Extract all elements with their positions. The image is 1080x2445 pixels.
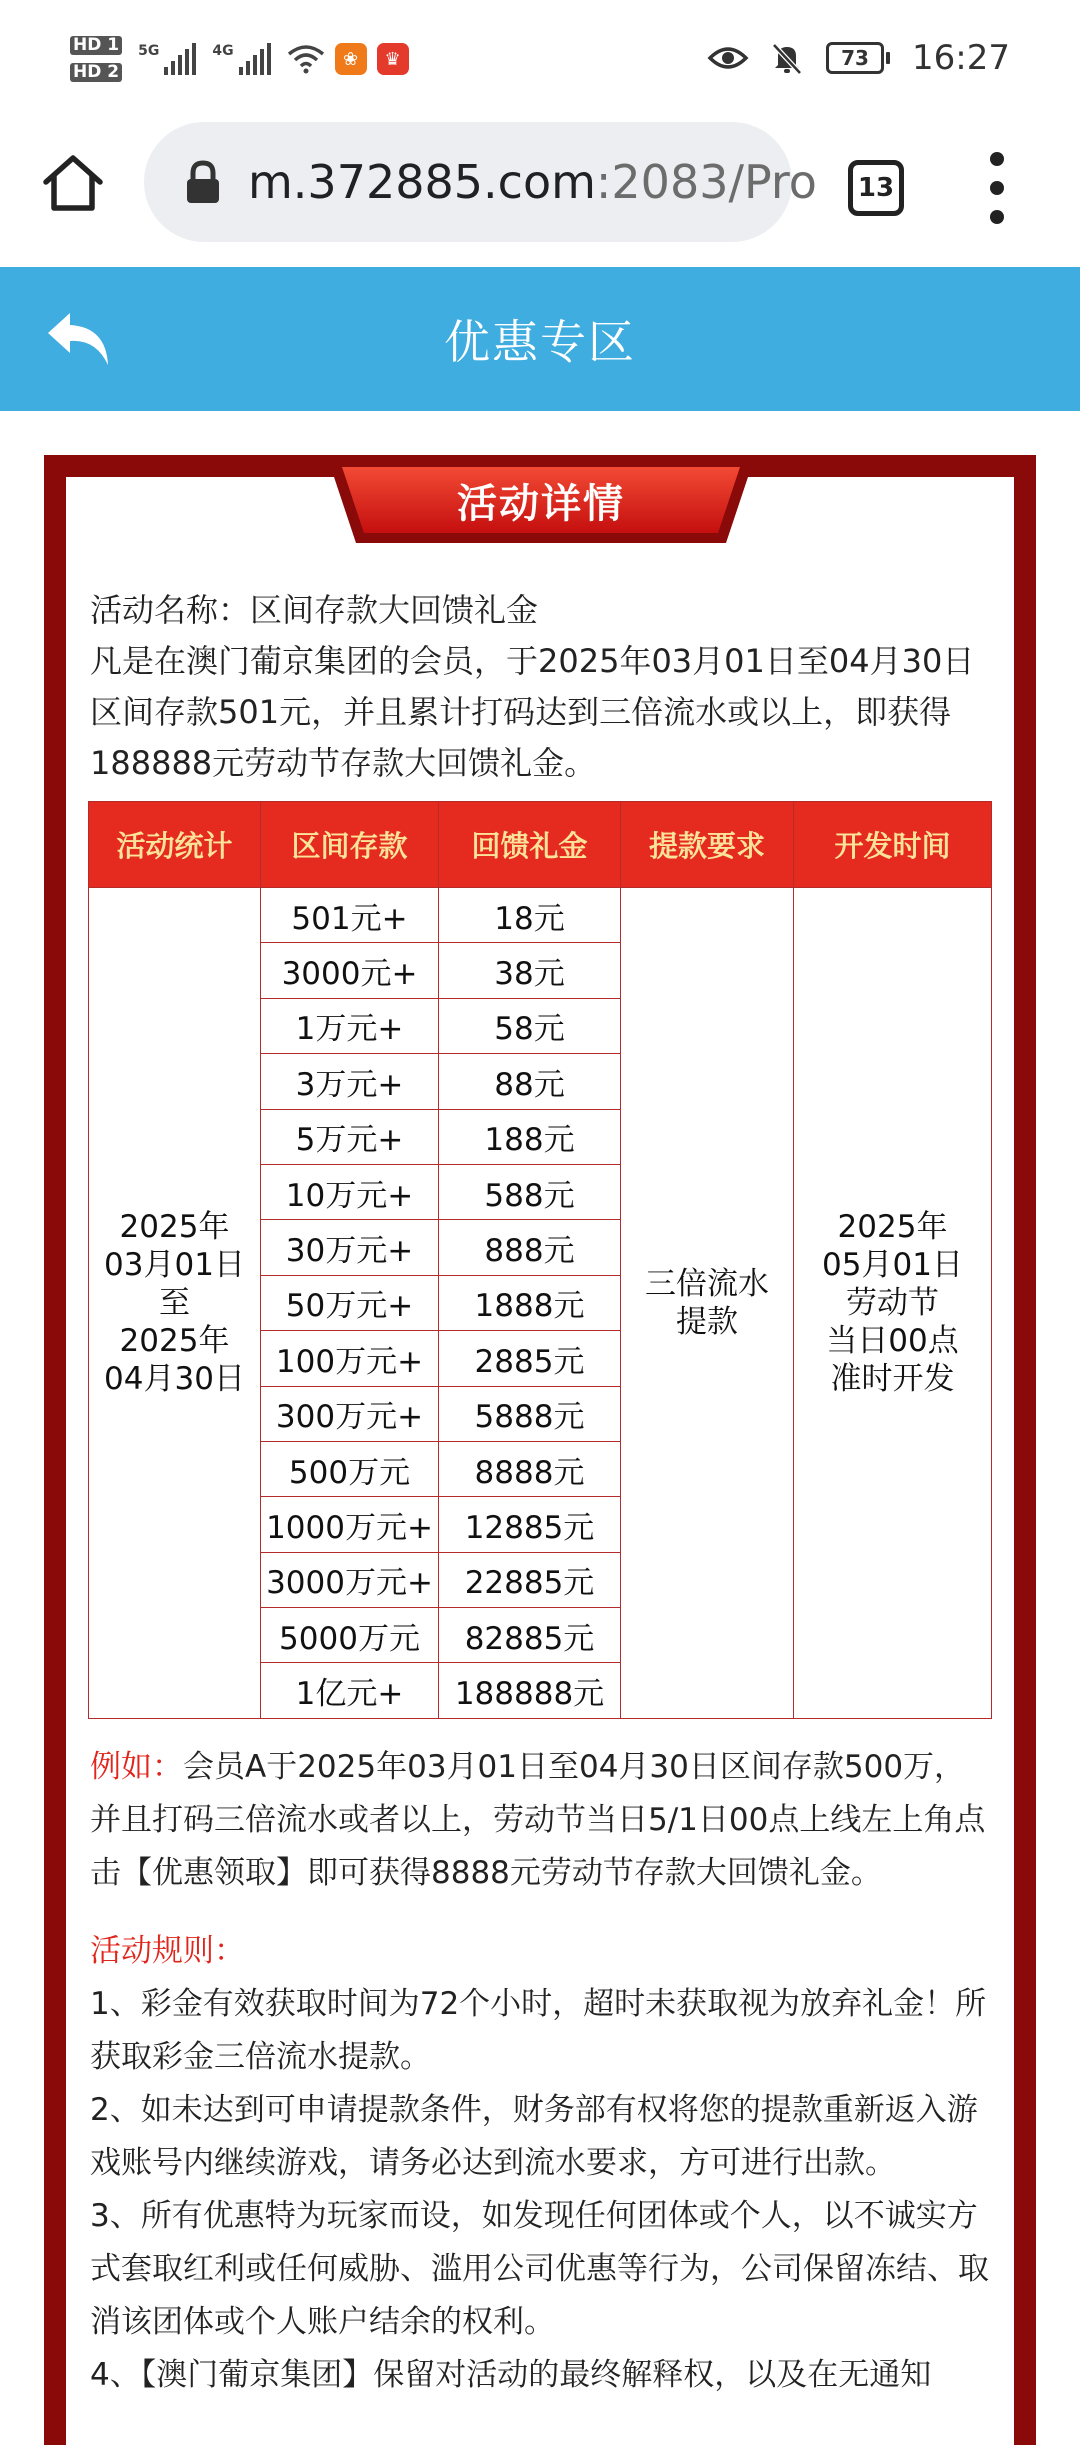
example-label: 例如： [90,1749,183,1785]
wifi-icon [287,44,325,74]
period-line: 2025年 [119,1322,230,1359]
example-text: 会员A于2025年03月01日至04月30日区间存款500万，并且打码三倍流水或者以上，劳动节当日5/1日00点上线左上角点击【优惠领取】即可获得8888元劳动节存款大回馈礼金。 [90,1749,986,1891]
address-bar[interactable] [144,122,817,242]
gift-cell: 22885元 [439,1552,621,1607]
table-header-cell: 活动统计 [89,802,261,888]
withdraw-line: 提款 [676,1303,738,1340]
gift-cell: 2885元 [439,1331,621,1386]
period-line: 04月30日 [104,1360,245,1397]
tab-switcher-button[interactable]: 13 [848,160,904,216]
promo-panel [66,477,1014,2445]
status-right-icons [708,38,1010,78]
gift-cell: 1888元 [439,1275,621,1330]
url-host[interactable]: m.372885.com [248,155,596,209]
gift-cell: 82885元 [439,1608,621,1663]
signal-4g-icon [212,43,270,75]
gift-cell: 588元 [439,1164,621,1219]
gift-cell: 188元 [439,1109,621,1164]
promo-intro [90,585,990,789]
rules-title: 活动规则： [90,1933,245,1969]
period-line: 2025年 [119,1208,230,1245]
open-time-line: 当日00点 [826,1322,959,1359]
gift-cell: 5888元 [439,1386,621,1441]
signal-5g-label: 5G [138,43,160,59]
rule-item: 4、【澳门葡京集团】保留对活动的最终解释权，以及在无通知 [90,2357,932,2393]
table-header-cell: 开发时间 [794,802,992,888]
hd2-badge: HD 2 [70,63,122,82]
open-time-line: 2025年 [837,1208,948,1245]
withdraw-line: 三倍流水 [645,1265,769,1302]
hd-indicators [70,36,122,82]
table-header-cell: 提款要求 [621,802,794,888]
deposit-cell: 501元+ [261,888,439,943]
open-time-line: 劳动节 [846,1284,939,1321]
rule-item: 1、彩金有效获取时间为72个小时，超时未获取视为放弃礼金！所获取彩金三倍流水提款。 [90,1986,987,2075]
deposit-cell: 3000万元+ [261,1552,439,1607]
table-header-cell: 回馈礼金 [439,802,621,888]
open-time-line: 05月01日 [822,1246,963,1283]
eye-icon [708,43,748,73]
page-title: 优惠专区 [444,315,636,369]
promo-description: 凡是在澳门葡京集团的会员，于2025年03月01日至04月30日区间存款501元，并且累计打码达到三倍流水或以上，即获得188888元劳动节存款大回馈礼金。 [90,642,975,782]
deposit-cell: 3万元+ [261,1054,439,1109]
period-line: 至 [159,1284,190,1321]
promo-table [88,801,992,1719]
rule-item: 3、所有优惠特为玩家而设，如发现任何团体或个人，以不诚实方式套取红利或任何威胁、滥用公司优惠等行为，公司保留冻结、取消该团体或个人账户结余的权利。 [90,2198,989,2340]
period-cell [89,888,261,1719]
deposit-cell: 100万元+ [261,1331,439,1386]
more-menu-icon[interactable] [982,152,1012,224]
example-section [90,1741,990,1900]
deposit-cell: 5000万元 [261,1608,439,1663]
signal-5g-icon [138,43,196,75]
browser-toolbar [0,122,1080,267]
gift-cell: 888元 [439,1220,621,1275]
deposit-cell: 10万元+ [261,1164,439,1219]
deposit-cell: 1万元+ [261,998,439,1053]
mute-bell-icon [770,41,804,75]
ribbon-title: 活动详情 [457,480,625,527]
deposit-cell: 1亿元+ [261,1663,439,1718]
back-arrow-icon[interactable] [44,309,114,369]
gift-cell: 58元 [439,998,621,1053]
promo-frame [44,455,1036,2445]
ribbon-banner [334,467,748,543]
table-header-cell: 区间存款 [261,802,439,888]
deposit-cell: 1000万元+ [261,1497,439,1552]
hd1-badge: HD 1 [70,36,122,55]
open-time-cell [794,888,992,1719]
gift-cell: 18元 [439,888,621,943]
deposit-cell: 5万元+ [261,1109,439,1164]
lock-icon[interactable] [184,160,222,204]
period-line: 03月01日 [104,1246,245,1283]
deposit-cell: 300万元+ [261,1386,439,1441]
rule-item: 2、如未达到可申请提款条件，财务部有权将您的提款重新返入游戏账号内继续游戏，请务必达到流水要求，方可进行出款。 [90,2092,978,2181]
deposit-cell: 50万元+ [261,1275,439,1330]
table-row [89,888,992,943]
deposit-cell: 500万元 [261,1441,439,1496]
url-path[interactable]: :2083/Pro [595,155,817,209]
clock: 16:27 [912,38,1010,78]
deposit-cell: 3000元+ [261,943,439,998]
deposit-cell: 30万元+ [261,1220,439,1275]
status-bar [0,0,1080,128]
gift-cell: 88元 [439,1054,621,1109]
rules-list [90,1978,995,2402]
status-left-icons [70,36,409,82]
signal-4g-label: 4G [212,43,234,59]
battery-level: 73 [826,42,884,74]
battery-icon [826,42,890,74]
promo-name: 活动名称：区间存款大回馈礼金 [90,591,539,629]
app-header [0,267,1080,411]
gift-cell: 188888元 [439,1663,621,1718]
gift-cell: 8888元 [439,1441,621,1496]
gift-cell: 38元 [439,943,621,998]
table-header-row [89,802,992,888]
orange-app-icon: ❀ [335,43,367,75]
withdraw-cell [621,888,794,1719]
gift-cell: 12885元 [439,1497,621,1552]
red-app-icon: ♛ [377,43,409,75]
open-time-line: 准时开发 [830,1360,955,1397]
home-icon[interactable] [40,150,106,216]
